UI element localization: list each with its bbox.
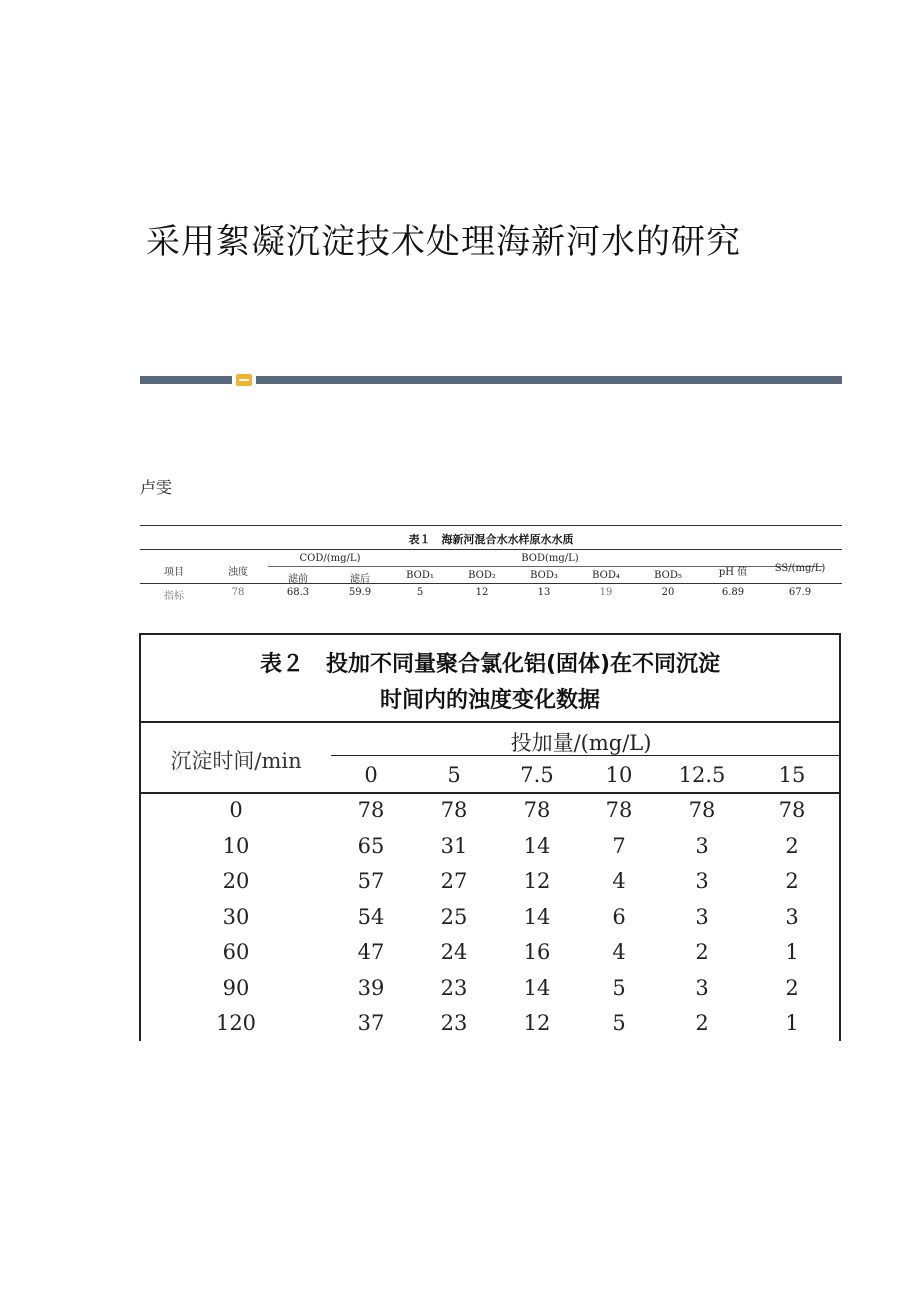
t2-cell: 5 <box>612 1011 626 1035</box>
t1-row-label: 指标 <box>164 591 184 602</box>
t2-cell: 3 <box>695 869 709 893</box>
divider-bar-left <box>140 376 232 384</box>
t2-cell: 27 <box>440 869 468 893</box>
t2-dose-label: 5 <box>447 763 461 787</box>
t2-cell: 14 <box>523 975 551 1000</box>
t1-cell: 78 <box>231 587 245 598</box>
t2-cell: 16 <box>523 940 551 964</box>
t2-cell: 2 <box>785 869 799 893</box>
table-2-caption-line2: 时间内的浊度变化数据 <box>379 688 600 713</box>
t2-cell: 78 <box>357 798 385 822</box>
table-2-caption-line1: 表２ 投加不同量聚合氯化铝(固体)在不同沉淀 <box>259 652 721 677</box>
t1-cell: 6.89 <box>721 587 745 598</box>
table-2-rule <box>141 721 839 723</box>
t2-cell: 1 <box>785 1011 799 1035</box>
t1-cell: 13 <box>537 587 551 598</box>
table-1 <box>140 525 842 602</box>
t1-header-bod5: BOD₅ <box>654 570 682 581</box>
t1-header-cod: COD/(mg/L) <box>299 553 361 564</box>
t1-cell: 12 <box>475 587 489 598</box>
t2-cell: 14 <box>523 904 551 929</box>
t2-cell: 31 <box>440 833 468 858</box>
t2-cell: 2 <box>695 940 709 964</box>
t1-header-bod1: BOD₁ <box>406 570 434 581</box>
t1-cell: 67.9 <box>788 587 812 598</box>
table-2-rule <box>141 792 839 794</box>
t1-cell: 59.9 <box>348 587 372 598</box>
t2-row-time: 0 <box>229 798 243 822</box>
t2-row-time: 90 <box>222 975 250 1000</box>
author-name: 卢雯 <box>140 478 173 497</box>
table-1-caption: 表１ 海新河混合水水样原水水质 <box>408 533 574 546</box>
divider-bar-right <box>395 376 842 384</box>
t2-cell: 39 <box>357 975 385 1000</box>
t2-cell: 1 <box>785 940 799 964</box>
t1-header-bod2: BOD₂ <box>468 570 496 581</box>
t2-cell: 3 <box>695 975 709 1000</box>
t2-cell: 78 <box>523 798 551 822</box>
section-divider <box>140 374 842 384</box>
t2-cell: 23 <box>440 1011 468 1035</box>
t2-cell: 4 <box>612 940 626 964</box>
t2-row-time: 30 <box>222 904 250 929</box>
t2-cell: 37 <box>357 1011 385 1035</box>
t2-dose-label: 7.5 <box>520 763 554 787</box>
t2-cell: 78 <box>605 798 633 822</box>
t2-cell: 47 <box>357 940 385 964</box>
t2-cell: 3 <box>785 904 799 929</box>
t2-cell: 78 <box>440 798 468 822</box>
t1-header-cod-after: 滤后 <box>350 574 370 585</box>
t2-dose-label: 12.5 <box>678 763 726 787</box>
t1-cell: 19 <box>599 587 613 598</box>
t2-cell: 78 <box>778 798 806 822</box>
t2-cell: 3 <box>695 904 709 929</box>
t2-cell: 54 <box>357 904 385 929</box>
table-2 <box>139 633 841 1041</box>
table-1-rule <box>140 583 842 584</box>
t2-cell: 24 <box>440 940 468 964</box>
t2-cell: 12 <box>523 869 551 893</box>
t1-cell: 5 <box>416 587 424 598</box>
table-1-rule <box>140 549 842 550</box>
t2-cell: 6 <box>612 904 626 929</box>
t1-header-ss: SS/(mg/L) <box>774 563 826 574</box>
t1-header-cod-before: 滤前 <box>288 574 308 585</box>
t2-cell: 7 <box>612 833 626 858</box>
t1-header-ph: pH 值 <box>718 567 748 578</box>
t2-cell: 78 <box>688 798 716 822</box>
t2-dose-label: 10 <box>605 763 633 787</box>
t2-cell: 57 <box>357 869 385 893</box>
t2-cell: 14 <box>523 833 551 858</box>
t2-cell: 2 <box>785 833 799 858</box>
t1-header-bod4: BOD₄ <box>592 570 620 581</box>
t2-cell: 25 <box>440 904 468 929</box>
t1-cell: 68.3 <box>286 587 310 598</box>
t1-header-bod: BOD(mg/L) <box>521 553 579 564</box>
t2-row-time: 60 <box>222 940 250 964</box>
t2-dose-label: 15 <box>778 763 806 787</box>
t2-row-time: 10 <box>222 833 250 858</box>
divider-bar-middle <box>256 376 395 384</box>
t2-dose-label: 0 <box>364 763 378 787</box>
t2-cell: 2 <box>785 975 799 1000</box>
divider-badge-icon <box>236 374 252 386</box>
t2-row-header: 沉淀时间/min <box>170 749 302 773</box>
t2-cell: 65 <box>357 833 385 858</box>
t1-cell: 20 <box>661 587 675 598</box>
t2-dose-header: 投加量/(mg/L) <box>510 731 652 755</box>
t2-cell: 23 <box>440 975 468 1000</box>
t2-cell: 2 <box>695 1011 709 1035</box>
t2-cell: 12 <box>523 1011 551 1035</box>
t2-cell: 5 <box>612 975 626 1000</box>
document-title: 采用絮凝沉淀技术处理海新河水的研究 <box>146 222 741 262</box>
t2-row-time: 120 <box>215 1011 257 1035</box>
t2-cell: 3 <box>695 833 709 858</box>
t2-cell: 4 <box>612 869 626 893</box>
t1-header-bod3: BOD₃ <box>530 570 558 581</box>
t1-header-item: 项目 <box>164 567 184 578</box>
t2-row-time: 20 <box>222 869 250 893</box>
t1-header-turbidity: 浊度 <box>228 567 248 578</box>
